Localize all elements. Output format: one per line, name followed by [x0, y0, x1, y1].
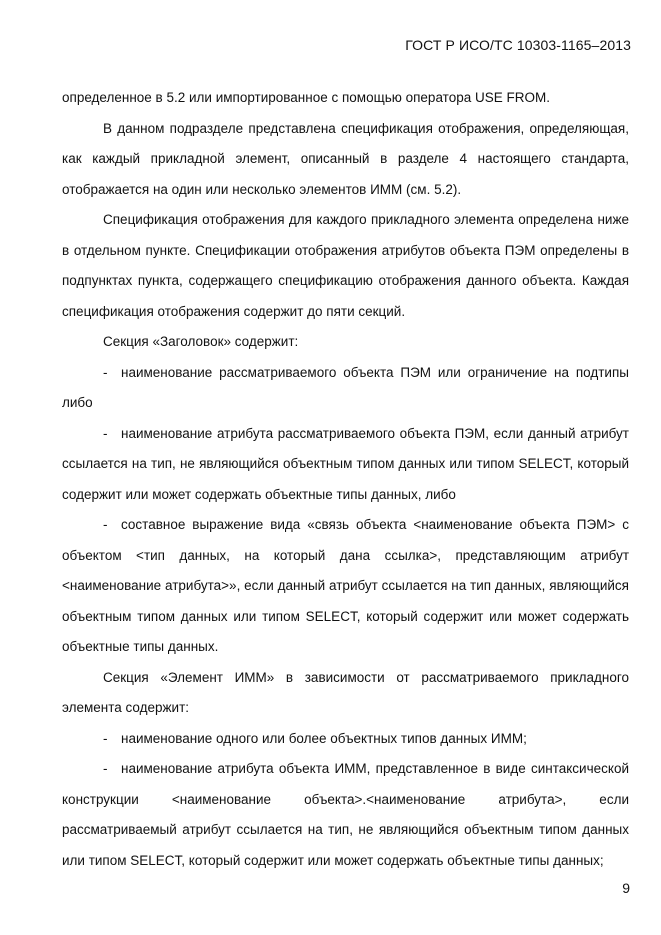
list-item-text: наименование рассматриваемого объекта ПЭМ или ограничение на подтипы либо: [62, 364, 629, 410]
list-item-text: наименование атрибута рассматриваемого объекта ПЭМ, если данный атрибут ссылается на тип, не являющийся объектным типом данных или типом SELECT, который содержит или может содержать объектные типы данных, либо: [62, 425, 629, 502]
paragraph-element-section: Секция «Элемент ИММ» в зависимости от рассматриваемого прикладного элемента содержит:: [62, 669, 629, 715]
document-header: ГОСТ Р ИСО/ТС 10303-1165–2013: [405, 37, 631, 53]
list-item-text: составное выражение вида «связь объекта <наименование объекта ПЭМ> с объектом <тип данных, на который дана ссылка>, представляющим атрибут <наименование атрибута>», если данный атрибут ссылается на тип данных, являющийся объектным типом данных или типом SELECT, который содержит или может содержать объектные типы данных.: [62, 517, 629, 654]
dash-marker: -: [103, 425, 108, 441]
list-item-text: наименование атрибута объекта ИММ, представленное в виде синтаксической конструкции <наименование объекта>.<наименование атрибута>, если рассматриваемый атрибут ссылается на тип, не являющийся объектным типом данных или типом SELECT, который содержит или может содержать объектные типы данных;: [62, 761, 629, 868]
paragraph-continuation: определенное в 5.2 или импортированное с помощью оператора USE FROM.: [62, 90, 550, 105]
paragraph-header-section: Секция «Заголовок» содержит:: [103, 334, 299, 349]
list-item: [62, 510, 629, 663]
dash-marker: -: [103, 730, 108, 746]
page-number: 9: [622, 880, 630, 896]
dash-marker: -: [103, 517, 108, 532]
list-item: [62, 419, 629, 511]
list-item: [62, 358, 629, 419]
document-body: [62, 83, 629, 876]
list-item: [62, 724, 629, 755]
dash-marker: -: [103, 364, 108, 380]
paragraph-mapping-sections: Спецификация отображения для каждого прикладного элемента определена ниже в отдельном пункте. Спецификации отображения атрибутов объекта ПЭМ определены в подпунктах пункта, содержащего спецификацию отображения данного объекта. Каждая спецификация отображения содержит до пяти секций.: [62, 212, 629, 319]
dash-marker: -: [103, 761, 108, 776]
paragraph-mapping-spec: В данном подразделе представлена спецификация отображения, определяющая, как каждый прикладной элемент, описанный в разделе 4 настоящего стандарта, отображается на один или несколько элементов ИММ (см. 5.2).: [62, 120, 629, 197]
list-item: [62, 754, 629, 876]
list-item-text: наименование одного или более объектных типов данных ИММ;: [121, 730, 527, 746]
